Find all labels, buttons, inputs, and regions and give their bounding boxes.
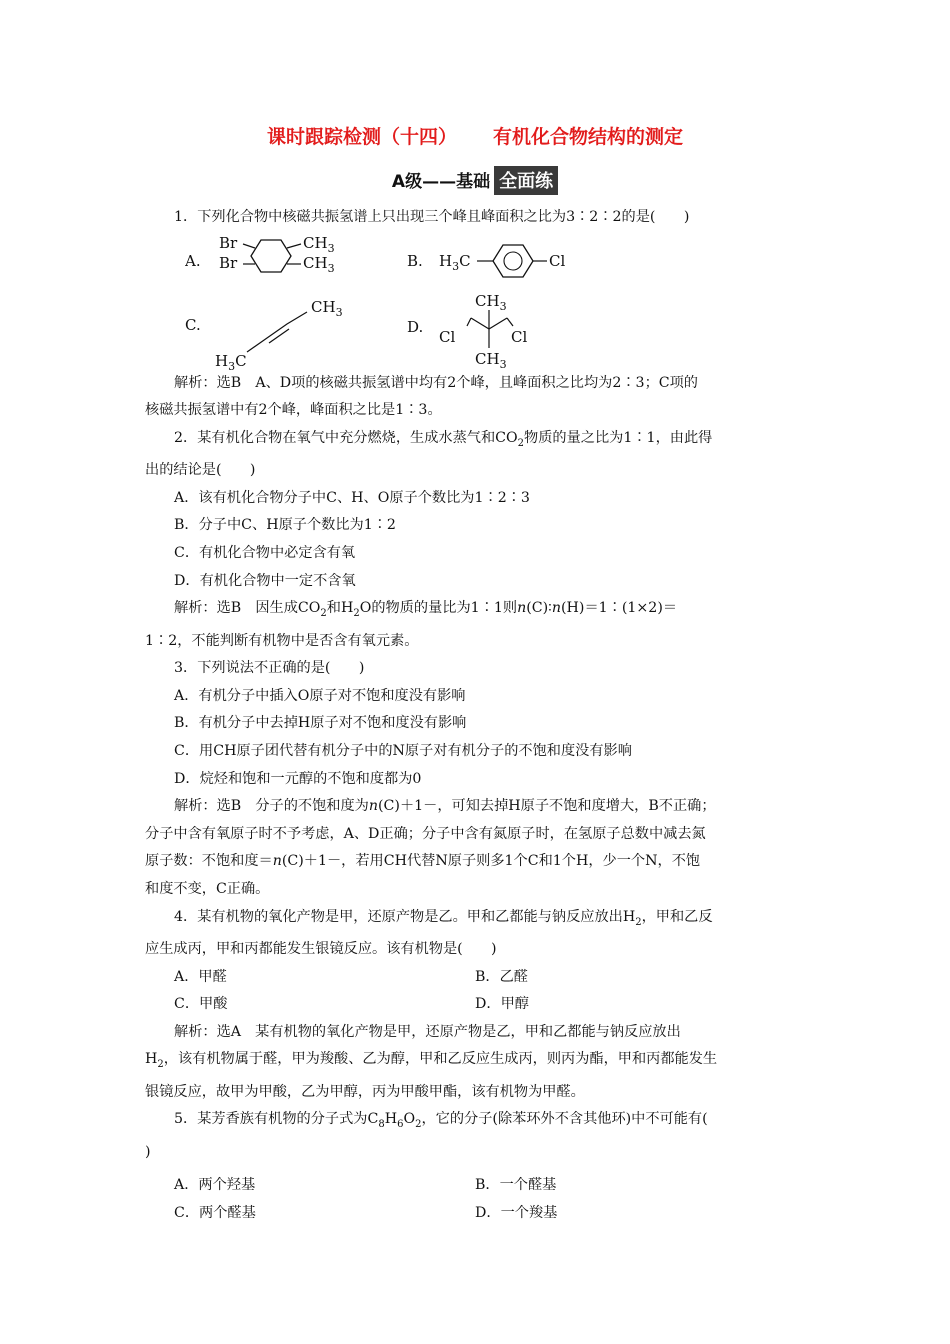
option-b-benzene-ring [493,245,533,277]
q2-option-d: D．有机化合物中一定不含氧 [174,572,356,589]
title-part2: 有机化合物结构的测定 [493,126,684,148]
option-d-label: D. [407,317,424,336]
q3-option-b: B．有机分子中去掉H原子对不饱和度没有影响 [174,715,467,732]
q3-answer3-a: 原子数：不饱和度＝ [145,853,273,870]
level-badge: 全面练 [494,166,558,195]
q3-answer-c: (C)＋1－，可知去掉H原子不饱和度增大，B不正确； [378,798,716,815]
option-a-ch3-1: CH [303,233,328,252]
q2-answer-line1 [145,595,807,627]
option-a-br1: Br [219,233,238,252]
option-d-structure [407,288,607,370]
option-b-sub3: 3 [452,259,460,273]
q2-answer-c: O的物质的量比为1∶1则 [359,600,518,617]
q4-answer-line1: 解析：选A 某有机物的氧化产物是甲，还原产物是乙，甲和乙都能与钠反应放出 [174,1023,681,1040]
q2-answer-a: 解析：选B 因生成CO [174,600,321,617]
q5-stem-h: H [384,1111,398,1128]
option-a-structure [185,234,395,292]
q3-answer3-c: (C)＋1－，若用CH代替N原子则多1个C和1个H，少一个N，不饱 [281,853,701,870]
q1-answer-line2: 核磁共振氢谱中有2个峰，峰面积之比是1∶3。 [145,402,442,419]
q2-stem-sub: 2 [517,437,525,449]
q3-answer-n1: n [368,798,379,815]
option-d-sub3a: 3 [499,299,507,313]
q4-stem-line2: 应生成丙，甲和丙都能发生银镜反应。该有机物是( ) [145,940,497,957]
q2-answer-n2: n [551,600,562,617]
q3-stem: 3．下列说法不正确的是( ) [174,660,365,677]
q3-answer-line2: 分子中含有氧原子时不予考虑，A、D正确；分子中含有氮原子时，在氢原子总数中减去氮 [145,825,706,842]
q2-option-a: A．该有机化合物分子中C、H、O原子个数比为1∶2∶3 [174,489,530,506]
q4-answer-sub: 2 [157,1059,164,1071]
option-c-structure [185,294,395,370]
q4-options-row1 [145,964,807,992]
q2-answer-sub1: 2 [320,608,327,619]
q2-stem-b: 物质的量之比为1∶1，由此得 [524,429,713,446]
option-c-label: C. [185,315,201,334]
q3-answer-line4: 和度不变，C正确。 [145,880,270,897]
option-d-sub3b: 3 [499,357,507,370]
option-a-label: A. [185,251,201,270]
q2-option-c: C．有机化合物中必定含有氧 [174,544,356,561]
q5-sub2: 2 [415,1119,422,1131]
option-d-ch3-bottom: CH [475,349,500,368]
option-b-cl: Cl [549,251,566,270]
question-content [145,204,807,1228]
q4-answer-h: H [145,1051,158,1068]
q4-answer-line3: 银镜反应，故甲为甲酸，乙为甲醇，丙为甲酸甲酯，该有机物为甲醛。 [145,1083,585,1100]
q2-answer-g: (H)＝1∶(1×2)＝ [561,600,678,617]
option-b-structure [407,234,607,292]
q5-stem-a: 5．某芳香族有机物的分子式为C [174,1111,379,1128]
option-b-h: H [439,251,453,270]
q2-stem-line1 [145,425,807,457]
option-c-sub3a: 3 [335,305,343,319]
q3-option-c: C．用CH原子团代替有机分子中的N原子对有机分子的不饱和度没有影响 [174,742,632,759]
q5-option-a: A．两个羟基 [174,1177,256,1194]
q3-answer3-n: n [272,853,282,870]
q4-stem-sub: 2 [635,916,642,928]
svg-text:H3C [439,252,471,273]
svg-text:CH3 [475,350,507,370]
q5-stem-line1 [145,1106,807,1138]
option-a-sub3b: 3 [327,261,335,275]
q4-option-a: A．甲醛 [174,968,227,985]
q3-answer-line1 [145,793,807,821]
q2-stem-a: 2．某有机化合物在氧气中充分燃烧，生成水蒸气和CO [174,429,518,446]
q3-answer-line3 [145,848,807,876]
q2-answer-sub2: 2 [353,608,360,619]
option-a-ch3-2: CH [303,253,328,272]
q2-option-b: B．分子中C、H原子个数比为1∶2 [174,517,396,534]
level-text: A级——基础 [391,172,491,192]
q5-sub6: 6 [397,1119,404,1131]
svg-text:CH3 [303,254,335,275]
q4-option-c: C．甲酸 [174,996,228,1013]
q2-answer-line2: 1∶2，不能判断有机物中是否含有氧元素。 [145,632,419,649]
option-c-sub3b: 3 [228,359,236,370]
q1-structures [145,232,807,370]
q4-answer-line2 [145,1046,807,1078]
q3-answer-a: 解析：选B 分子的不饱和度为 [174,798,369,815]
q4-stem-line1 [145,904,807,936]
q5-sub8: 8 [378,1119,385,1131]
page-title [0,122,950,149]
q1-stem: 1．下列化合物中核磁共振氢谱上只出现三个峰且峰面积之比为3∶2∶2的是( ) [174,209,690,225]
q5-stem-d: ，它的分子(除苯环外不含其他环)中不可能有( [421,1111,708,1128]
q5-option-d: D．一个羧基 [475,1204,558,1221]
q2-answer-b: 和H [326,600,354,617]
q4-stem-b: ，甲和乙反 [641,908,713,925]
option-d-cl-left: Cl [439,327,456,346]
option-b-c: C [459,251,471,270]
q2-stem-line2: 出的结论是( ) [145,462,256,479]
q4-answer-b: ，该有机物属于醛，甲为羧酸、乙为醇，甲和乙反应生成丙，则丙为酯，甲和丙都能发生 [163,1051,718,1068]
q4-option-b: B．乙醛 [475,968,528,985]
q1-answer-line1: 解析：选B A、D项的核磁共振氢谱中均有2个峰，且峰面积之比均为2∶3；C项的 [174,374,698,391]
q4-option-d: D．甲醇 [475,996,529,1013]
option-d-cl-right: Cl [511,327,528,346]
svg-text:CH3 [311,298,343,319]
svg-text:CH3 [303,234,335,255]
q3-option-d: D．烷烃和饱和一元醇的不饱和度都为0 [174,770,422,787]
q5-stem-line2: ) [145,1143,151,1160]
q5-options-row1 [145,1172,807,1200]
q2-answer-e: (C)∶ [526,600,552,617]
q5-options-row2 [145,1200,807,1228]
option-c-c: C [235,351,247,370]
option-a-benzene-ring [251,240,291,272]
title-part1: 课时跟踪检测（十四） [266,126,457,148]
option-b-label: B. [407,251,423,270]
option-a-br2: Br [219,253,238,272]
level-heading [0,166,950,195]
q5-option-b: B．一个醛基 [475,1177,557,1194]
q4-options-row2 [145,991,807,1019]
q4-stem-a: 4．某有机物的氧化产物是甲，还原产物是乙。甲和乙都能与钠反应放出H [174,908,636,925]
svg-text:CH3 [475,292,507,313]
svg-text:H3C [215,352,247,370]
q2-answer-n1: n [517,600,527,617]
option-a-sub3: 3 [327,241,335,255]
option-d-ch3-top: CH [475,291,500,310]
q3-option-a: A．有机分子中插入O原子对不饱和度没有影响 [174,687,466,704]
q5-option-c: C．两个醛基 [174,1204,256,1221]
option-c-ch3: CH [311,297,336,316]
q5-stem-o: O [403,1111,416,1128]
option-c-h: H [215,351,229,370]
